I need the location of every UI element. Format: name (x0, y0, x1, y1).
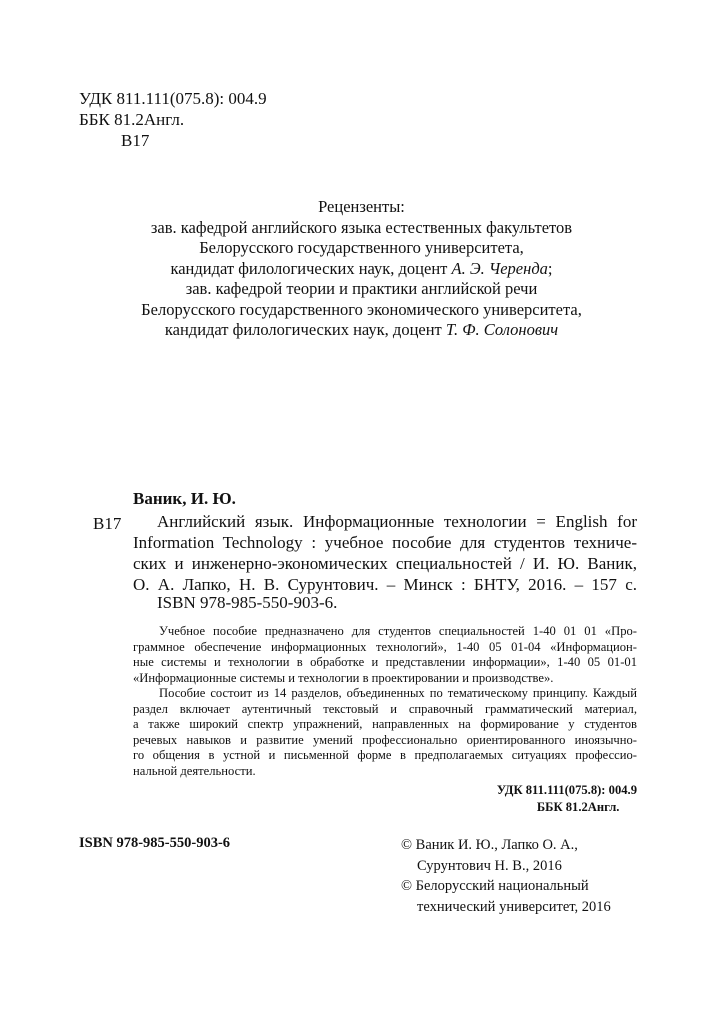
reviewers-heading: Рецензенты: (318, 197, 405, 216)
reviewer-name: Т. Ф. Солонович (445, 320, 559, 339)
reviewer-line: зав. кафедрой теории и практики английской речи (185, 279, 538, 298)
annotation-line: «Информационные системы и технологии в проектировании и производстве». (133, 670, 554, 685)
copyright-line: © Белорусский национальный (401, 878, 589, 894)
annotation (133, 624, 637, 779)
author-mark-left: В17 (93, 514, 122, 533)
reviewer-line (0, 259, 723, 280)
separator: ; (547, 258, 553, 278)
entry-line: О. А. Лапко, Н. В. Сурунтович. – Минск : БНТУ, 2016. – 157 с. (133, 575, 637, 594)
author-heading: Ваник, И. Ю. (133, 489, 236, 508)
bbk-code: ББК 81.2Англ. (536, 800, 620, 814)
annotation-line: речевых навыков и развитие умений профессионально ориентированного иноязычно- (133, 732, 637, 747)
udk-code: УДК 811.111(075.8): 004.9 (496, 783, 637, 797)
classification-block (79, 88, 267, 151)
copyright-block (401, 835, 611, 917)
entry-line: Английский язык. Информационные технологии = English for (157, 512, 637, 531)
entry-isbn: ISBN 978-985-550-903-6. (157, 593, 338, 612)
copyright-line: Сурунтович Н. В., 2016 (417, 857, 562, 874)
reviewer-degree: кандидат филологических наук, доцент (170, 258, 452, 278)
entry-line: Information Technology : учебное пособие для студентов техниче- (133, 533, 637, 552)
reviewer-name: А. Э. Черенда (451, 258, 548, 278)
reviewer-line: Белорусского государственного экономического университета, (141, 299, 582, 319)
classification-repeat (497, 782, 637, 816)
reviewer-degree: кандидат филологических наук, доцент (164, 320, 446, 339)
annotation-line: граммное обеспечение информационных технологий», 1-40 05 01-04 «Информацион- (133, 639, 637, 654)
bbk-code: ББК 81.2Англ. (79, 110, 185, 129)
reviewer-line (0, 320, 723, 341)
author-mark: В17 (121, 131, 150, 150)
udk-code: УДК 811.111(075.8): 004.9 (79, 89, 267, 108)
bibliographic-entry (133, 511, 637, 595)
copyright-line: технический университет, 2016 (417, 898, 611, 915)
reviewer-line: Белорусского государственного университета, (199, 238, 524, 257)
annotation-line: Пособие состоит из 14 разделов, объединенных по тематическому принципу. Каждый (159, 686, 637, 700)
reviewer-line: зав. кафедрой английского языка естественных факультетов (150, 217, 573, 237)
annotation-line: а также широкий спектр упражнений, направленных на формирование у студентов (133, 717, 637, 731)
copyright-line: © Ваник И. Ю., Лапко О. А., (401, 837, 578, 853)
entry-line: ских и инженерно-экономических специальностей / И. Ю. Ваник, (133, 554, 637, 573)
footer-isbn: ISBN 978-985-550-903-6 (79, 835, 231, 851)
annotation-line: раздел включает аутентичный текстовый и справочный грамматический материал, (133, 701, 637, 716)
annotation-line: Учебное пособие предназначено для студентов специальностей 1-40 01 01 «Про- (159, 624, 637, 638)
annotation-line: нальной деятельности. (133, 763, 256, 778)
annotation-line: ные системы и технологии в обработке и представлении информации», 1-40 05 01-01 (133, 655, 637, 669)
annotation-line: го общения в устной и письменной форме в предполагаемых ситуациях профессио- (133, 748, 637, 762)
reviewers-block (0, 197, 723, 341)
